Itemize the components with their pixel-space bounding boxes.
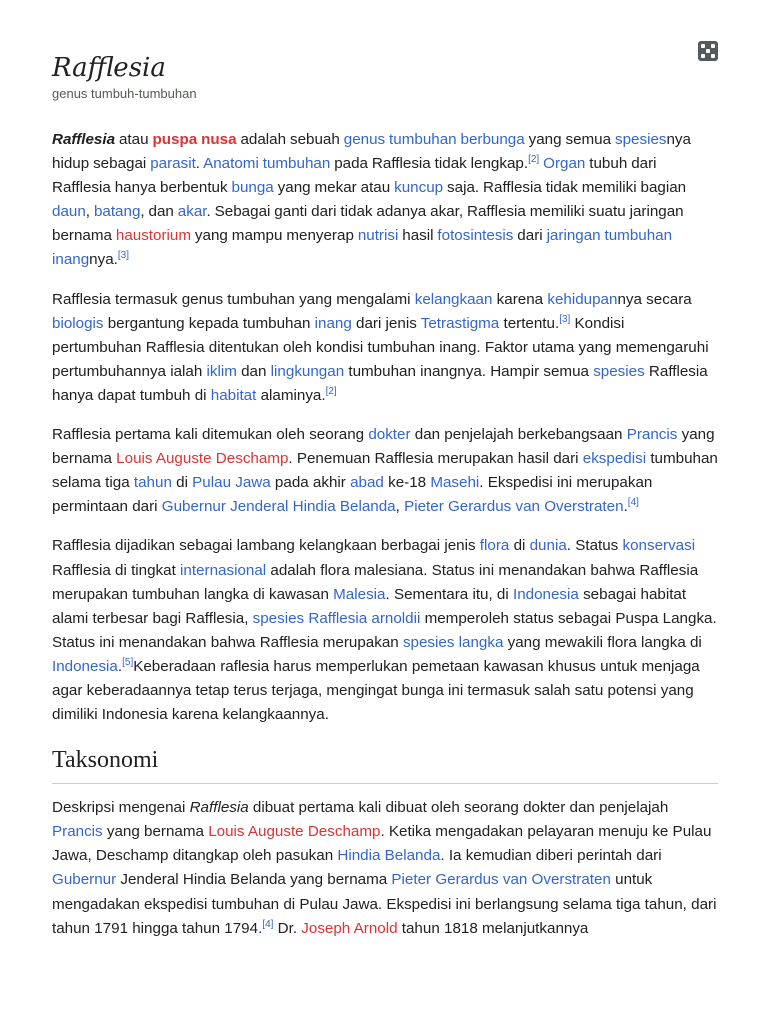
link-tetrastigma[interactable]: Tetrastigma — [420, 314, 500, 332]
link-konservasi[interactable]: konservasi — [622, 537, 696, 555]
link-pulau-jawa[interactable]: Pulau Jawa — [192, 474, 271, 492]
link-parasit[interactable]: parasit — [150, 155, 196, 173]
reference-link[interactable]: [2] — [325, 385, 337, 397]
link-flora[interactable]: flora — [479, 537, 510, 555]
link-kehidupan[interactable]: kehidupan — [547, 290, 618, 308]
paragraph-lambang: Rafflesia dijadikan sebagai lambang kelangkaan berbagai jenis flora di dunia. Status konservasi Rafflesia di tingkat internasional adalah flora malesiana. Status ini menandakan bahwa Rafflesia merupakan tumbuhan langka di kawasan Malesia. Sementara itu, di Indonesia sebagai habitat alami terbesar bagi Rafflesia, spesies Rafflesia arnoldii memperoleh status sebagai Puspa Langka. Status ini menandakan bahwa Rafflesia merupakan spesies langka yang mewakili flora langka di Indonesia.[5]Keberadaan raflesia harus memperlukan pemetaan kawasan khusus untuk menjaga agar keberadaannya tetap terus terjaga, mengingat bunga ini termasuk salah satu potensi yang dimiliki Indonesia karena kelangkaannya. — [52, 537, 717, 724]
reference-link[interactable]: [3] — [117, 250, 130, 262]
link-daun[interactable]: daun — [52, 203, 86, 221]
paragraph-taksonomi: Deskripsi mengenai Rafflesia dibuat pertama kali dibuat oleh seorang dokter dan penjelajah Prancis yang bernama Louis Auguste Deschamp. Ketika mengadakan pelayaran menuju ke Pulau Jawa, Deschamp ditangkap oleh pasukan Hindia Belanda. Ia kemudian diberi perintah dari Gubernur Jenderal Hindia Belanda yang bernama Pieter Gerardus van Overstraten untuk mengadakan ekspedisi tumbuhan di Pulau Jawa. Ekspedisi ini berlangsung selama tiga tahun, dari tahun 1791 hingga tahun 1794.[4] Dr. Joseph Arnold tahun 1818 melanjutkannya — [52, 799, 717, 937]
paragraph-intro: Rafflesia atau puspa nusa adalah sebuah genus tumbuhan berbunga yang semua spesiesnya hidup sebagai parasit. Anatomi tumbuhan pada Rafflesia tidak lengkap.[2] Organ tubuh dari Rafflesia hanya berbentuk bunga yang mekar atau kuncup saja. Rafflesia tidak memiliki bagian daun, batang, dan akar. Sebagai ganti dari tidak adanya akar, Rafflesia memiliki suatu jaringan bernama haustorium yang mampu menyerap nutrisi hasil fotosintesis dari jaringan tumbuhan inangnya.[3] — [52, 131, 691, 269]
link-inang-2[interactable]: inang — [314, 314, 352, 332]
link-gubernur[interactable]: Gubernur — [52, 871, 117, 889]
reference-link[interactable]: [5] — [122, 656, 134, 668]
page-title: Rafflesia — [52, 53, 166, 83]
link-dunia[interactable]: dunia — [529, 537, 567, 555]
link-inang[interactable]: inang — [52, 251, 90, 269]
link-bunga[interactable]: bunga — [231, 179, 274, 197]
link-spesies-rafflesia-arnoldii[interactable]: spesies Rafflesia arnoldii — [252, 609, 421, 627]
article-body — [52, 128, 718, 956]
reference-link[interactable]: [4] — [262, 918, 274, 930]
reference-link[interactable]: [3] — [559, 313, 571, 325]
link-batang[interactable]: batang — [93, 203, 141, 221]
link-kelangkaan[interactable]: kelangkaan — [414, 290, 493, 308]
link-abad[interactable]: abad — [350, 474, 384, 492]
link-malesia[interactable]: Malesia — [333, 585, 386, 603]
link-nutrisi[interactable]: nutrisi — [357, 227, 399, 245]
link-genus-tumbuhan-berbunga[interactable]: genus tumbuhan berbunga — [343, 131, 525, 148]
page-subtitle: genus tumbuh-tumbuhan — [52, 86, 197, 101]
link-puspa-nusa[interactable]: puspa nusa — [152, 131, 237, 148]
link-spesies[interactable]: spesies — [614, 131, 667, 148]
link-anatomi-tumbuhan[interactable]: Anatomi tumbuhan — [203, 155, 331, 173]
link-fotosintesis[interactable]: fotosintesis — [437, 227, 514, 245]
link-akar[interactable]: akar — [177, 203, 207, 221]
link-hindia-belanda[interactable]: Hindia Belanda — [337, 847, 441, 865]
link-prancis[interactable]: Prancis — [626, 426, 678, 444]
link-spesies-2[interactable]: spesies — [593, 362, 645, 380]
link-jaringan-tumbuhan[interactable]: jaringan tumbuhan — [546, 227, 673, 245]
reference-link[interactable]: [2] — [528, 154, 540, 166]
link-spesies-langka[interactable]: spesies langka — [402, 633, 504, 651]
section-heading-taksonomi: Taksonomi — [52, 745, 718, 784]
link-gubernur-jenderal[interactable]: Gubernur Jenderal Hindia Belanda — [161, 498, 396, 516]
link-dokter[interactable]: dokter — [368, 426, 411, 444]
paragraph-penemuan: Rafflesia pertama kali ditemukan oleh seorang dokter dan penjelajah berkebangsaan Prancis yang bernama Louis Auguste Deschamp. Penemuan Rafflesia merupakan hasil dari ekspedisi tumbuhan selama tiga tahun di Pulau Jawa pada akhir abad ke-18 Masehi. Ekspedisi ini merupakan permintaan dari Gubernur Jenderal Hindia Belanda, Pieter Gerardus van Overstraten.[4] — [52, 426, 718, 516]
link-iklim[interactable]: iklim — [206, 362, 237, 380]
link-biologis[interactable]: biologis — [52, 314, 104, 332]
link-prancis-2[interactable]: Prancis — [52, 823, 103, 841]
link-internasional[interactable]: internasional — [180, 561, 267, 579]
link-indonesia-2[interactable]: Indonesia — [52, 657, 118, 675]
link-indonesia[interactable]: Indonesia — [512, 585, 579, 603]
link-louis-auguste-deschamp-2[interactable]: Louis Auguste Deschamp — [208, 823, 381, 841]
link-lingkungan[interactable]: lingkungan — [270, 362, 345, 380]
link-kuncup[interactable]: kuncup — [394, 179, 444, 197]
link-haustorium[interactable]: haustorium — [115, 227, 192, 245]
reference-link[interactable]: [4] — [627, 497, 639, 509]
link-louis-auguste-deschamp[interactable]: Louis Auguste Deschamp — [116, 450, 289, 468]
link-masehi[interactable]: Masehi — [430, 474, 480, 492]
link-ekspedisi[interactable]: ekspedisi — [582, 450, 647, 468]
link-pieter-gerardus[interactable]: Pieter Gerardus van Overstraten — [404, 498, 624, 516]
random-article-button[interactable] — [698, 41, 718, 61]
link-organ[interactable]: Organ — [543, 155, 586, 173]
paragraph-kelangkaan: Rafflesia termasuk genus tumbuhan yang mengalami kelangkaan karena kehidupannya secara biologis bergantung kepada tumbuhan inang dari jenis Tetrastigma tertentu.[3] Kondisi pertumbuhan Rafflesia ditentukan oleh kondisi tumbuhan inang. Faktor utama yang memengaruhi pertumbuhannya ialah iklim dan lingkungan tumbuhan inangnya. Hampir semua spesies Rafflesia hanya dapat tumbuh di habitat alaminya.[2] — [52, 290, 709, 404]
bold-term: Rafflesia — [52, 131, 116, 148]
link-joseph-arnold[interactable]: Joseph Arnold — [301, 919, 398, 937]
link-habitat[interactable]: habitat — [210, 386, 257, 404]
link-tahun[interactable]: tahun — [133, 474, 172, 492]
link-pieter-gerardus-2[interactable]: Pieter Gerardus van Overstraten — [391, 871, 611, 889]
